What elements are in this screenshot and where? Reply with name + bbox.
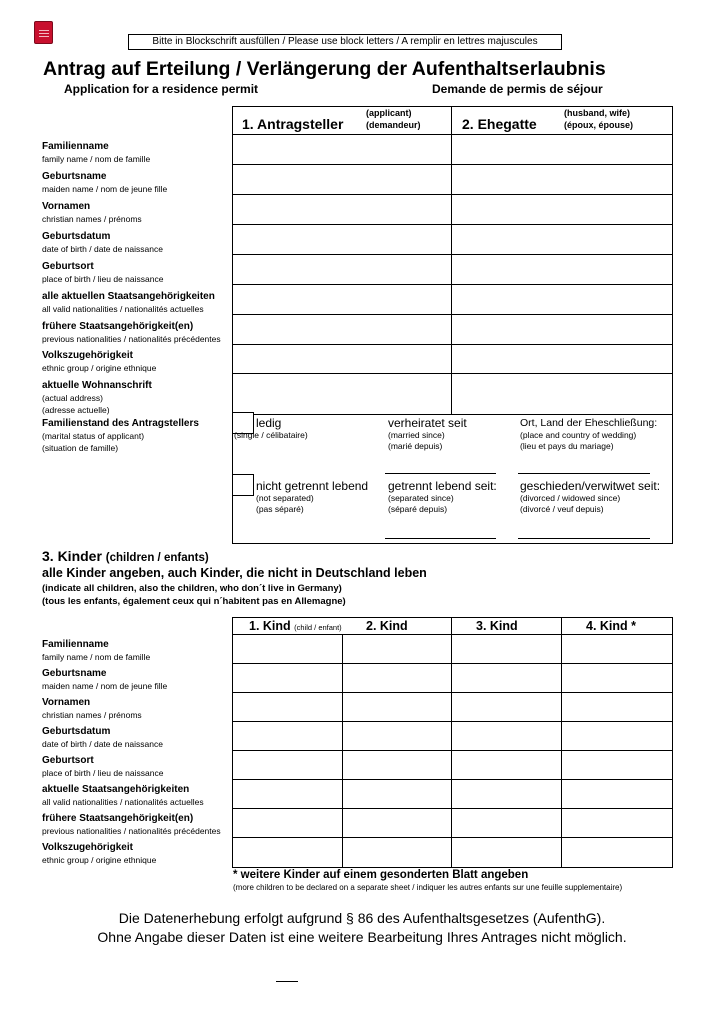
spouse-column-header: 2. Ehegatte: [462, 116, 537, 132]
child2-field[interactable]: [343, 722, 451, 750]
child1-field[interactable]: [233, 838, 342, 867]
applicant-nationalities-field[interactable]: [233, 285, 451, 314]
children-section-title: [42, 548, 209, 564]
child4-field[interactable]: [562, 635, 672, 663]
row-label-marital-status: [42, 418, 199, 453]
child2-field[interactable]: [343, 664, 451, 692]
child4-field[interactable]: [562, 722, 672, 750]
menu-button[interactable]: [34, 21, 53, 44]
child3-field[interactable]: [452, 780, 561, 808]
child4-field[interactable]: [562, 838, 672, 867]
not-separated-sub-en: (not separated): [256, 493, 314, 503]
child4-column-header: 4. Kind *: [586, 619, 637, 633]
label-sub: all valid nationalities / nationalités actuelles: [42, 797, 204, 807]
label-sub: all valid nationalities / nationalités actuelles: [42, 304, 204, 314]
applicant-header-fr: (demandeur): [366, 120, 421, 130]
child2-field[interactable]: [343, 838, 451, 867]
spouse-address-field[interactable]: [452, 374, 672, 414]
child4-field[interactable]: [562, 751, 672, 779]
child4-field[interactable]: [562, 664, 672, 692]
label-sub: previous nationalities / nationalités précédentes: [42, 334, 221, 344]
child3-field[interactable]: [452, 809, 561, 837]
wedding-place-label: Ort, Land der Eheschließung:: [520, 417, 658, 429]
label-sub: (marital status of applicant): [42, 431, 145, 441]
wedding-place-underline: [518, 473, 650, 474]
label-main: aktuelle Wohnanschrift: [42, 380, 152, 391]
label-sub: (adresse actuelle): [42, 404, 110, 415]
spouse-birth-date-field[interactable]: [452, 225, 672, 254]
applicant-address-field[interactable]: [233, 374, 451, 414]
label-sub: (actual address): [42, 393, 103, 403]
label-main: Volkszugehörigkeit: [42, 842, 133, 853]
child-row-label-nationalities: [42, 784, 204, 808]
spouse-first-names-field[interactable]: [452, 195, 672, 224]
label-main: Geburtsdatum: [42, 231, 111, 242]
legal-notice-line2: Ohne Angabe dieser Daten ist eine weitere Bearbeitung Ihres Antrages nicht möglich.: [97, 929, 627, 945]
more-children-note: * weitere Kinder auf einem gesonderten Blatt angeben: [233, 869, 529, 881]
child1-title: 1. Kind: [249, 619, 291, 633]
label-main: Geburtsdatum: [42, 726, 111, 737]
married-since-underline: [385, 473, 496, 474]
child-row-label-birth-date: [42, 726, 163, 750]
applicant-previous-nationalities-field[interactable]: [233, 315, 451, 344]
label-sub: date of birth / date de naissance: [42, 739, 163, 749]
label-sub: christian names / prénoms: [42, 214, 142, 224]
label-main: Vornamen: [42, 697, 91, 708]
applicant-header-en: (applicant): [366, 108, 412, 118]
child2-field[interactable]: [343, 635, 451, 663]
page-footer-line: [276, 981, 298, 982]
single-label: ledig: [256, 416, 282, 430]
spouse-birth-name-field[interactable]: [452, 165, 672, 194]
child1-field[interactable]: [233, 664, 342, 692]
separated-since-sub-en: (separated since): [388, 493, 454, 503]
child4-field[interactable]: [562, 809, 672, 837]
separated-since-field[interactable]: [385, 520, 496, 538]
child1-field[interactable]: [233, 635, 342, 663]
children-title: 3. Kinder: [42, 548, 102, 564]
single-sub: (single / célibataire): [234, 430, 308, 440]
label-sub: place of birth / lieu de naissance: [42, 274, 164, 284]
spouse-ethnic-group-field[interactable]: [452, 345, 672, 373]
married-since-sub-en: (married since): [388, 430, 445, 440]
applicant-birth-date-field[interactable]: [233, 225, 451, 254]
label-sub: maiden name / nom de jeune fille: [42, 681, 168, 691]
page-title: Antrag auf Erteilung / Verlängerung der Aufenthaltserlaubnis: [43, 58, 606, 80]
spouse-header-en: (husband, wife): [564, 108, 630, 118]
row-label-ethnic-group: [42, 350, 156, 374]
label-main: frühere Staatsangehörigkeit(en): [42, 813, 194, 824]
child1-field[interactable]: [233, 693, 342, 721]
child2-field[interactable]: [343, 693, 451, 721]
block-letters-notice: Bitte in Blockschrift ausfüllen / Please use block letters / A remplir en lettres majuscules: [128, 34, 562, 50]
row-label-previous-nationalities: [42, 321, 221, 345]
applicant-birth-place-field[interactable]: [233, 255, 451, 284]
not-separated-label: nicht getrennt lebend: [256, 479, 369, 493]
menu-icon: [39, 30, 49, 31]
label-sub: (situation de famille): [42, 442, 119, 453]
child1-field[interactable]: [233, 809, 342, 837]
child-row-label-first-names: [42, 697, 142, 721]
spouse-header-fr: (époux, épouse): [564, 120, 634, 130]
label-main: Familienname: [42, 639, 109, 650]
child-row-label-birth-place: [42, 755, 163, 779]
row-label-first-names: [42, 201, 142, 225]
label-main: Familienname: [42, 141, 109, 152]
row-label-birth-date: [42, 231, 163, 255]
child1-field[interactable]: [233, 722, 342, 750]
divorced-since-sub-fr: (divorcé / veuf depuis): [520, 504, 604, 514]
child2-field[interactable]: [343, 780, 451, 808]
wedding-place-sub-en: (place and country of wedding): [520, 430, 637, 440]
label-main: Geburtsort: [42, 261, 94, 272]
legal-notice-line1: Die Datenerhebung erfolgt aufgrund § 86 des Aufenthaltsgesetzes (AufenthG).: [118, 910, 606, 926]
row-label-family-name: [42, 141, 150, 165]
menu-icon-bar: [39, 36, 49, 37]
label-sub: christian names / prénoms: [42, 710, 142, 720]
row-label-birth-name: [42, 171, 167, 195]
applicant-first-names-field[interactable]: [233, 195, 451, 224]
label-main: Geburtsort: [42, 755, 94, 766]
label-main: Geburtsname: [42, 171, 107, 182]
spouse-previous-nationalities-field[interactable]: [452, 315, 672, 344]
menu-icon-bar: [39, 33, 49, 34]
child2-field[interactable]: [343, 809, 451, 837]
spouse-family-name-field[interactable]: [452, 135, 672, 164]
divorced-since-underline: [518, 538, 650, 539]
label-main: aktuelle Staatsangehörigkeiten: [42, 784, 190, 795]
child4-field[interactable]: [562, 693, 672, 721]
label-sub: place of birth / lieu de naissance: [42, 768, 164, 778]
label-sub: ethnic group / origine ethnique: [42, 363, 157, 373]
child2-field[interactable]: [343, 751, 451, 779]
married-since-label: verheiratet seit: [388, 416, 467, 430]
wedding-place-sub-fr: (lieu et pays du mariage): [520, 441, 614, 451]
child-row-label-ethnic-group: [42, 842, 156, 866]
divorced-since-field[interactable]: [518, 520, 650, 538]
row-label-nationalities: [42, 291, 215, 315]
label-main: Geburtsname: [42, 668, 107, 679]
married-since-field[interactable]: [385, 455, 496, 473]
child-row-label-family-name: [42, 639, 150, 663]
child1-field[interactable]: [233, 751, 342, 779]
applicant-family-name-field[interactable]: [233, 135, 451, 164]
child4-field[interactable]: [562, 780, 672, 808]
more-children-note-sub: (more children to be declared on a separate sheet / indiquer les autres enfants sur une feuille supplementaire): [233, 883, 623, 892]
subtitle-french: Demande de permis de séjour: [432, 82, 603, 96]
wedding-place-field[interactable]: [518, 455, 650, 473]
row-line: [232, 414, 673, 415]
child2-column-header: 2. Kind: [366, 619, 408, 633]
child3-field[interactable]: [452, 635, 561, 663]
label-sub: maiden name / nom de jeune fille: [42, 184, 168, 194]
row-label-birth-place: [42, 261, 163, 285]
children-instruction-en: (indicate all children, also the children, who don´t live in Germany): [42, 583, 342, 594]
divorced-since-label: geschieden/verwitwet seit:: [520, 479, 661, 493]
child1-field[interactable]: [233, 780, 342, 808]
child1-title-sub: (child / enfant): [294, 623, 342, 632]
child3-field[interactable]: [452, 838, 561, 867]
subtitle-english: Application for a residence permit: [64, 82, 259, 96]
separated-since-underline: [385, 538, 496, 539]
label-sub: family name / nom de famille: [42, 154, 151, 164]
child-row-label-previous-nationalities: [42, 813, 221, 837]
child3-column-header: 3. Kind: [476, 619, 518, 633]
label-main: Volkszugehörigkeit: [42, 350, 133, 361]
not-separated-sub-fr: (pas séparé): [256, 504, 304, 514]
label-main: Familienstand des Antragstellers: [42, 418, 199, 429]
applicant-ethnic-group-field[interactable]: [233, 345, 451, 373]
child3-field[interactable]: [452, 693, 561, 721]
spouse-birth-place-field[interactable]: [452, 255, 672, 284]
child3-field[interactable]: [452, 751, 561, 779]
row-label-address: [42, 380, 152, 415]
label-sub: family name / nom de famille: [42, 652, 151, 662]
label-main: frühere Staatsangehörigkeit(en): [42, 321, 194, 332]
label-sub: date of birth / date de naissance: [42, 244, 163, 254]
applicant-column-header: 1. Antragsteller: [242, 116, 344, 132]
label-main: alle aktuellen Staatsangehörigkeiten: [42, 291, 215, 302]
divorced-since-sub-en: (divorced / widowed since): [520, 493, 621, 503]
child1-column-header: [249, 619, 342, 633]
children-instruction: alle Kinder angeben, auch Kinder, die nicht in Deutschland leben: [42, 566, 427, 580]
separated-since-label: getrennt lebend seit:: [388, 479, 497, 493]
label-main: Vornamen: [42, 201, 91, 212]
label-sub: ethnic group / origine ethnique: [42, 855, 157, 865]
child3-field[interactable]: [452, 664, 561, 692]
label-sub: previous nationalities / nationalités précédentes: [42, 826, 221, 836]
separated-since-sub-fr: (séparé depuis): [388, 504, 448, 514]
child3-field[interactable]: [452, 722, 561, 750]
not-separated-checkbox[interactable]: [232, 474, 254, 496]
spouse-nationalities-field[interactable]: [452, 285, 672, 314]
children-title-sub: (children / enfants): [105, 552, 209, 564]
children-instruction-fr: (tous les enfants, également ceux qui n´habitent pas en Allemagne): [42, 596, 346, 607]
child-row-label-birth-name: [42, 668, 167, 692]
married-since-sub-fr: (marié depuis): [388, 441, 443, 451]
applicant-birth-name-field[interactable]: [233, 165, 451, 194]
